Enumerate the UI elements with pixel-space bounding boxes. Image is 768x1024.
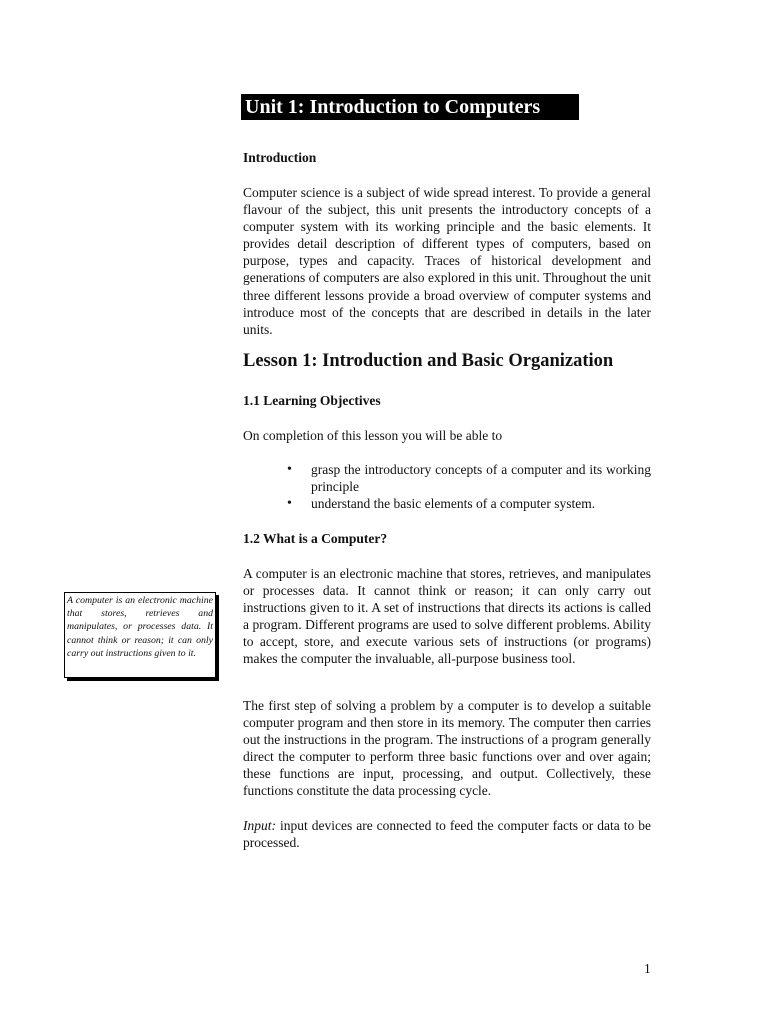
definition-paragraph: A computer is an electronic machine that stores, retrieves, and manipulates or processes data. It cannot think or reason; it can only carry out instructions given to it. A set of instructions that directs its actions is called a program. Different programs are used to solve different problems. Ability to accept, store, and execute various sets of instructions (or programs) makes the computer the invaluable, all-purpose business tool. bbox=[243, 566, 651, 667]
objective-item: • understand the basic elements of a computer system. bbox=[285, 495, 651, 512]
lesson-title: Lesson 1: Introduction and Basic Organization bbox=[243, 351, 614, 371]
input-term: Input: bbox=[243, 818, 276, 833]
introduction-paragraph: Computer science is a subject of wide spread interest. To provide a general flavour of the subject, this unit presents the introductory concepts of a computer system with its working principle and the basic elements. It provides detail description of different types of computers, based on purpose, types and capacity. Traces of historical development and generations of computers are also explored in this unit. Throughout the unit three different lessons provide a broad overview of computer systems and introduce most of the concepts that are described in details in the later units. bbox=[243, 185, 651, 337]
introduction-heading: Introduction bbox=[243, 150, 317, 165]
objectives-list bbox=[285, 461, 651, 512]
unit-title: Unit 1: Introduction to Computers bbox=[241, 94, 579, 120]
objectives-intro: On completion of this lesson you will be able to bbox=[243, 428, 503, 443]
page-number: 1 bbox=[644, 961, 651, 976]
input-text: input devices are connected to feed the computer facts or data to be processed. bbox=[243, 818, 651, 851]
input-paragraph bbox=[243, 817, 651, 851]
margin-note: A computer is an electronic machine that stores, retrieves and manipulates, or processes data. It cannot think or reason; it can only carry out instructions given to it. bbox=[64, 592, 216, 678]
objective-item: • grasp the introductory concepts of a computer and its working principle bbox=[285, 461, 651, 495]
first-step-paragraph: The first step of solving a problem by a computer is to develop a suitable computer program and then store in its memory. The computer then carries out the instructions in the program. The instructions of a program generally direct the computer to perform three basic functions over and over again; these functions are input, processing, and output. Collectively, these functions constitute the data processing cycle. bbox=[243, 698, 651, 799]
what-is-computer-heading: 1.2 What is a Computer? bbox=[243, 531, 388, 546]
learning-objectives-heading: 1.1 Learning Objectives bbox=[243, 393, 381, 408]
